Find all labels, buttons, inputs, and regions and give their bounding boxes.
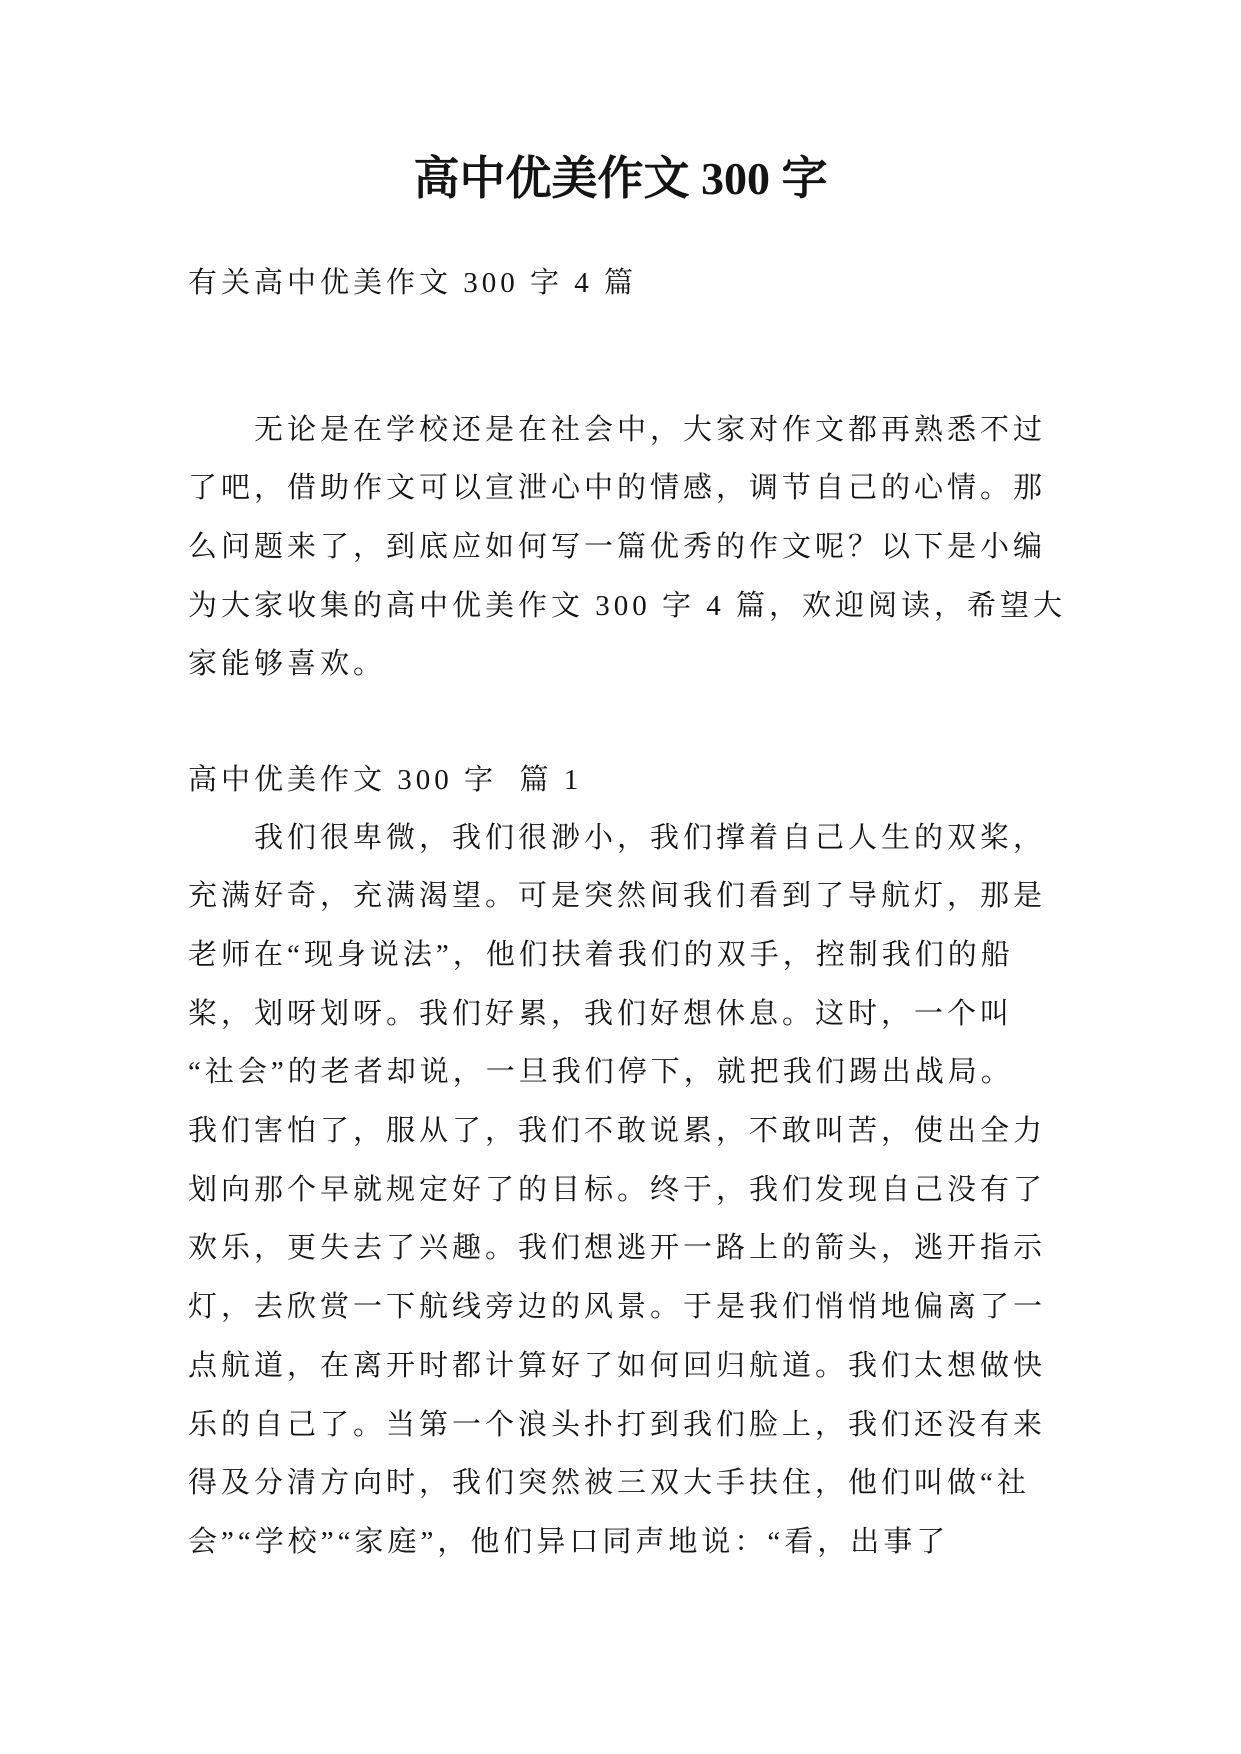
essay-line: 充满好奇，充满渴望。可是突然间我们看到了导航灯，那是	[188, 880, 1047, 913]
essay-line: 欢乐，更失去了兴趣。我们想逃开一路上的箭头，逃开指示	[188, 1232, 1047, 1265]
document-subtitle: 有关高中优美作文 300 字 4 篇	[188, 266, 638, 299]
essay-line: 我们害怕了，服从了，我们不敢说累，不敢叫苦，使出全力	[188, 1115, 1047, 1148]
essay-line: 乐的自己了。当第一个浪头扑打到我们脸上，我们还没有来	[188, 1408, 1047, 1441]
document-title: 高中优美作文 300 字	[413, 153, 828, 204]
intro-paragraph	[188, 401, 1068, 694]
essay-section-heading: 高中优美作文 300 字 篇 1	[188, 763, 583, 796]
essay-line: 灯，去欣赏一下航线旁边的风景。于是我们悄悄地偏离了一	[188, 1291, 1047, 1324]
essay-line: 我们很卑微，我们很渺小，我们撑着自己人生的双桨，	[254, 821, 1047, 854]
essay-line: “社会”的老者却说，一旦我们停下，就把我们踢出战局。	[188, 1056, 1014, 1089]
essay-paragraph	[188, 809, 1068, 1572]
intro-line: 家能够喜欢。	[188, 648, 387, 681]
essay-line: 会”“学校”“家庭”，他们异口同声地说：“看，出事了	[188, 1525, 950, 1558]
document-subtitle-block	[188, 254, 1068, 313]
essay-line: 得及分清方向时，我们突然被三双大手扶住，他们叫做“社	[188, 1467, 1030, 1500]
intro-line: 么问题来了，到底应如何写一篇优秀的作文呢？以下是小编	[188, 531, 1047, 564]
essay-line: 划向那个早就规定好了的目标。终于，我们发现自己没有了	[188, 1173, 1047, 1206]
intro-line: 为大家收集的高中优美作文 300 字 4 篇，欢迎阅读，希望大	[188, 589, 1067, 622]
essay-line: 点航道，在离开时都计算好了如何回归航道。我们太想做快	[188, 1349, 1047, 1382]
intro-line: 了吧，借助作文可以宣泄心中的情感，调节自己的心情。那	[188, 472, 1047, 505]
essay-line: 老师在“现身说法”，他们扶着我们的双手，控制我们的船	[188, 939, 1014, 972]
essay-line: 桨，划呀划呀。我们好累，我们好想休息。这时，一个叫	[188, 997, 1014, 1030]
essay-section-heading-block	[188, 751, 1068, 810]
intro-line: 无论是在学校还是在社会中，大家对作文都再熟悉不过	[254, 413, 1047, 446]
